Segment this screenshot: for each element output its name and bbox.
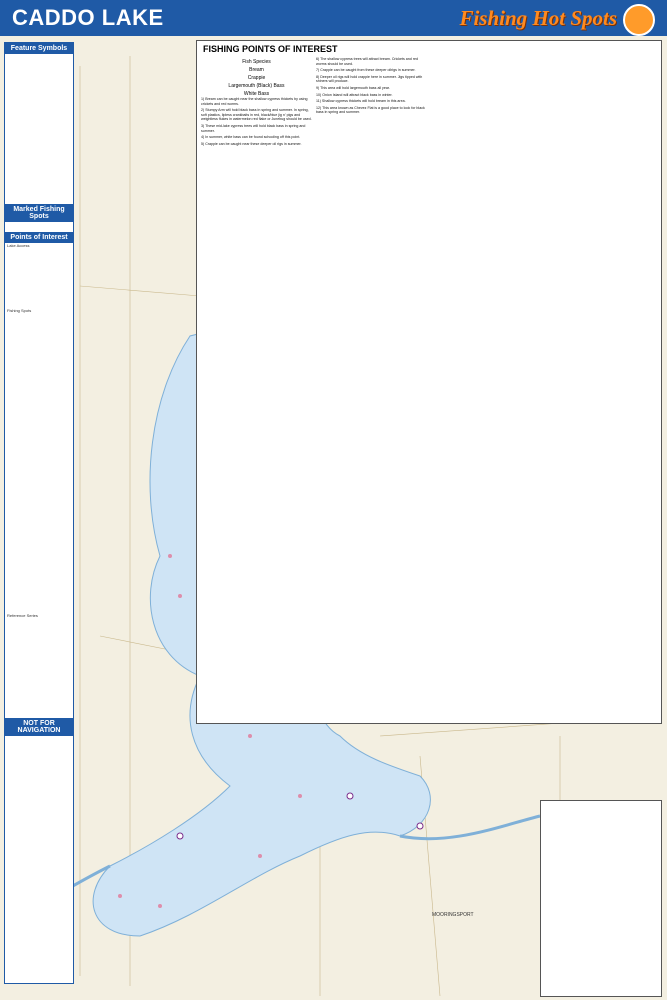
poi-entry-6: 6) The shallow cypress trees will attract bream. Crickets and red worms should be used. [316, 57, 418, 66]
poi-entry-10: 10) Onion Island will attract black bass in winter. [316, 92, 393, 97]
lake-access-heading: Lake Access [7, 243, 30, 248]
poi-column-2 [316, 57, 427, 719]
species-title: Fish Species [242, 59, 271, 65]
poi-entry-2: 2) Stumpy Arm will hold black bass in spring and summer. In spring, soft plastics, lipless crankbaits in red, black/blue jig n' pigs and weightless flukes in watermelon red flake or Junebug should be used. [201, 108, 312, 122]
marked-spots-heading: Marked Fishing Spots [5, 204, 73, 222]
poi-entry-1: 1) Bream can be caught near the shallow cypress thickets by using crickets and red worms. [201, 97, 308, 106]
poi-heading: Points of Interest [5, 232, 73, 243]
poi-panel [196, 40, 662, 724]
poi-column-3 [431, 57, 542, 719]
page-title: CADDO LAKE [12, 5, 164, 30]
brand-name: Fishing Hot Spots [459, 6, 617, 30]
not-for-navigation: NOT FOR NAVIGATION [5, 718, 73, 736]
feature-symbols-heading: Feature Symbols [5, 43, 73, 54]
town-label: MOORINGSPORT [432, 912, 474, 918]
species-4: White Bass [243, 91, 270, 97]
poi-columns [201, 57, 657, 719]
poi-entry-3: 3) These mid-lake cypress trees will hold black bass in spring and summer. [201, 123, 306, 133]
species-1: Bream [249, 67, 264, 73]
brand-logo-icon [623, 4, 655, 36]
poi-entry-8: 8) Deeper oil rigs will hold crappie here in summer. Jigs tipped with shiners will produce. [316, 74, 423, 84]
poi-entry-5: 5) Crappie can be caught near these deeper oil rigs in summer. [201, 141, 302, 146]
species-2: Crappie [247, 75, 266, 81]
species-3: Largemouth (Black) Bass [228, 83, 285, 89]
poi-continued-box [540, 800, 662, 997]
poi-entry-12: 12) This area known as Chevez Flat is a good place to look for black bass in spring and summer. [316, 105, 425, 115]
poi-entry-11: 11) Shallow cypress thickets will hold bream in this area. [316, 99, 406, 104]
reference-series: Reference Series [7, 613, 38, 618]
poi-entry-7: 7) Crappie can be caught from these deeper oilrigs in summer. [316, 68, 416, 73]
poi-column-1 [201, 57, 312, 719]
symbols-list [5, 54, 73, 204]
poi-column-4 [546, 57, 657, 719]
header-bar [0, 0, 667, 36]
poi-entry-4: 4) In summer, white bass can be found schooling off this point. [201, 135, 301, 140]
poi-entry-9: 9) This area will hold largemouth bass all year. [316, 85, 390, 90]
legend-panel [4, 42, 74, 984]
fishing-spots-heading: Fishing Spots [7, 308, 32, 313]
poi-title: FISHING POINTS OF INTEREST [203, 44, 338, 54]
